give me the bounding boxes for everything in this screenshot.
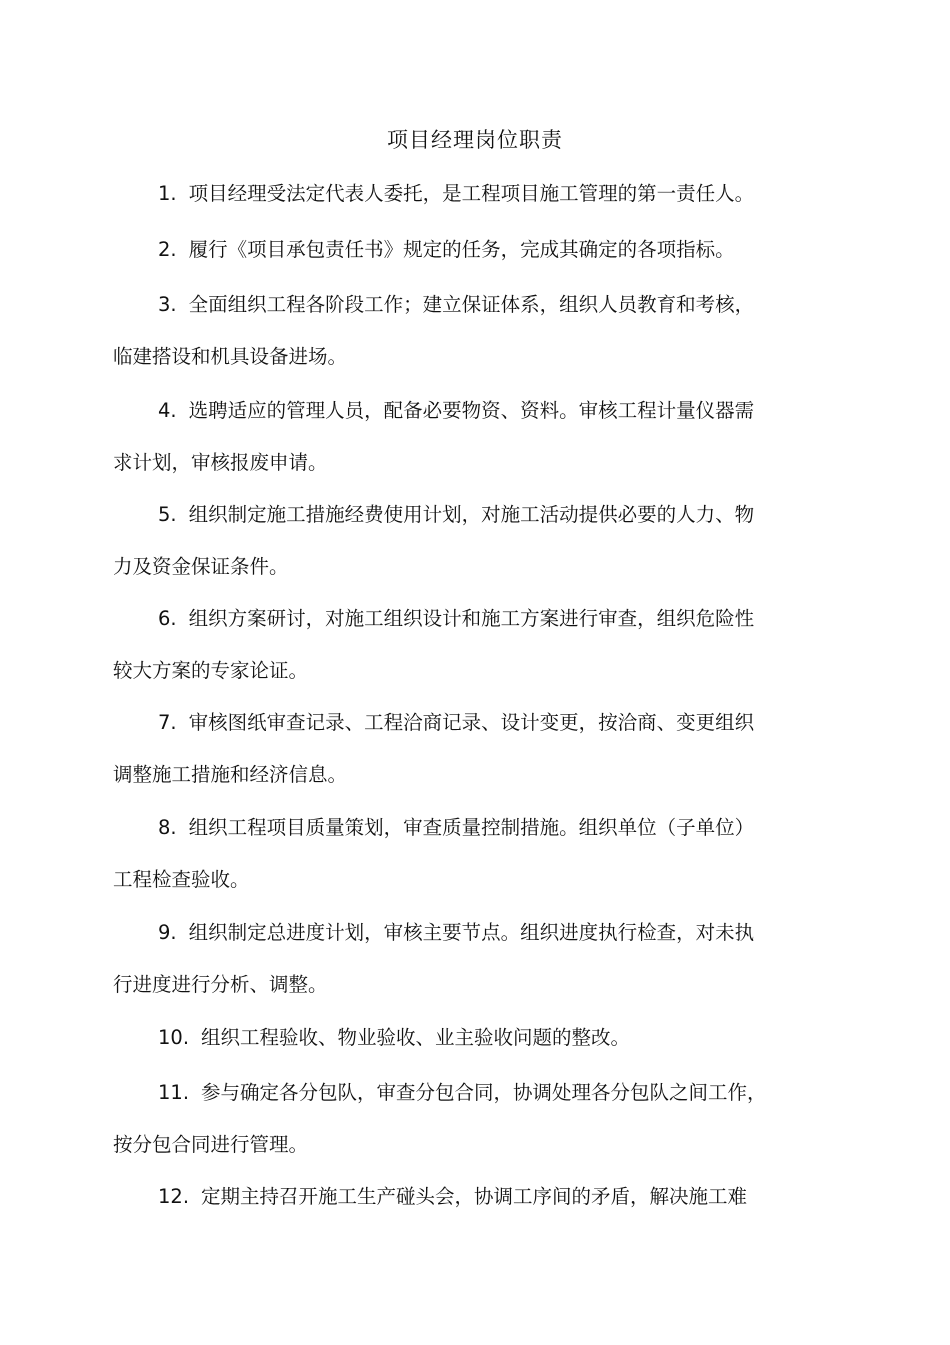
item-text: 审核图纸审查记录、工程洽商记录、设计变更，按洽商、变更组织 xyxy=(188,711,755,734)
item-line: 力及资金保证条件。 xyxy=(113,555,289,578)
list-item-5 xyxy=(113,489,803,593)
item-number: 8. xyxy=(158,816,177,839)
item-text: 组织方案研讨，对施工组织设计和施工方案进行审查，组织危险性 xyxy=(188,607,755,630)
item-number: 12. xyxy=(158,1185,190,1208)
item-number: 7. xyxy=(158,711,177,734)
list-item-12 xyxy=(113,1171,803,1223)
item-number: 11. xyxy=(158,1081,190,1104)
item-line: 求计划，审核报废申请。 xyxy=(113,451,328,474)
item-line xyxy=(113,802,803,854)
item-text: 履行《项目承包责任书》规定的任务，完成其确定的各项指标。 xyxy=(188,238,735,261)
item-line: 按分包合同进行管理。 xyxy=(113,1133,309,1156)
item-line xyxy=(113,907,803,959)
item-number: 4. xyxy=(158,399,177,422)
item-text: 项目经理受法定代表人委托，是工程项目施工管理的第一责任人。 xyxy=(188,182,755,205)
item-text: 组织工程项目质量策划，审查质量控制措施。组织单位（子单位） xyxy=(188,816,755,839)
item-text: 组织制定施工措施经费使用计划，对施工活动提供必要的人力、物 xyxy=(188,503,755,526)
list-item-8 xyxy=(113,802,803,906)
list-item-1 xyxy=(113,168,803,220)
item-number: 1. xyxy=(158,182,177,205)
document-title: 项目经理岗位职责 xyxy=(387,128,563,152)
item-line xyxy=(113,1012,803,1064)
item-line: 较大方案的专家论证。 xyxy=(113,659,309,682)
item-line: 工程检查验收。 xyxy=(113,868,250,891)
item-text: 定期主持召开施工生产碰头会，协调工序间的矛盾，解决施工难 xyxy=(201,1185,748,1208)
list-item-3 xyxy=(113,279,803,383)
list-item-2 xyxy=(113,224,803,276)
item-text: 组织工程验收、物业验收、业主验收问题的整改。 xyxy=(201,1026,631,1049)
item-number: 3. xyxy=(158,293,177,316)
item-line: 行进度进行分析、调整。 xyxy=(113,973,328,996)
item-number: 2. xyxy=(158,238,177,261)
list-item-11 xyxy=(113,1067,803,1171)
list-item-4 xyxy=(113,385,803,489)
list-item-10 xyxy=(113,1012,803,1064)
item-line xyxy=(113,697,803,749)
item-line xyxy=(113,489,803,541)
item-line xyxy=(113,168,803,220)
item-line xyxy=(113,224,803,276)
item-line xyxy=(113,593,803,645)
item-line xyxy=(113,385,803,437)
item-number: 6. xyxy=(158,607,177,630)
item-text: 全面组织工程各阶段工作；建立保证体系，组织人员教育和考核， xyxy=(188,293,755,316)
item-number: 5. xyxy=(158,503,177,526)
item-number: 10. xyxy=(158,1026,190,1049)
item-line xyxy=(113,1171,803,1223)
list-item-9 xyxy=(113,907,803,1011)
item-number: 9. xyxy=(158,921,177,944)
item-text: 选聘适应的管理人员，配备必要物资、资料。审核工程计量仪器需 xyxy=(188,399,755,422)
list-item-6 xyxy=(113,593,803,697)
item-line xyxy=(113,1067,803,1119)
list-item-7 xyxy=(113,697,803,801)
item-text: 参与确定各分包队，审查分包合同，协调处理各分包队之间工作， xyxy=(201,1081,767,1104)
item-text: 组织制定总进度计划，审核主要节点。组织进度执行检查，对未执 xyxy=(188,921,755,944)
item-line: 调整施工措施和经济信息。 xyxy=(113,763,348,786)
item-line xyxy=(113,279,803,331)
item-line: 临建搭设和机具设备进场。 xyxy=(113,345,348,368)
